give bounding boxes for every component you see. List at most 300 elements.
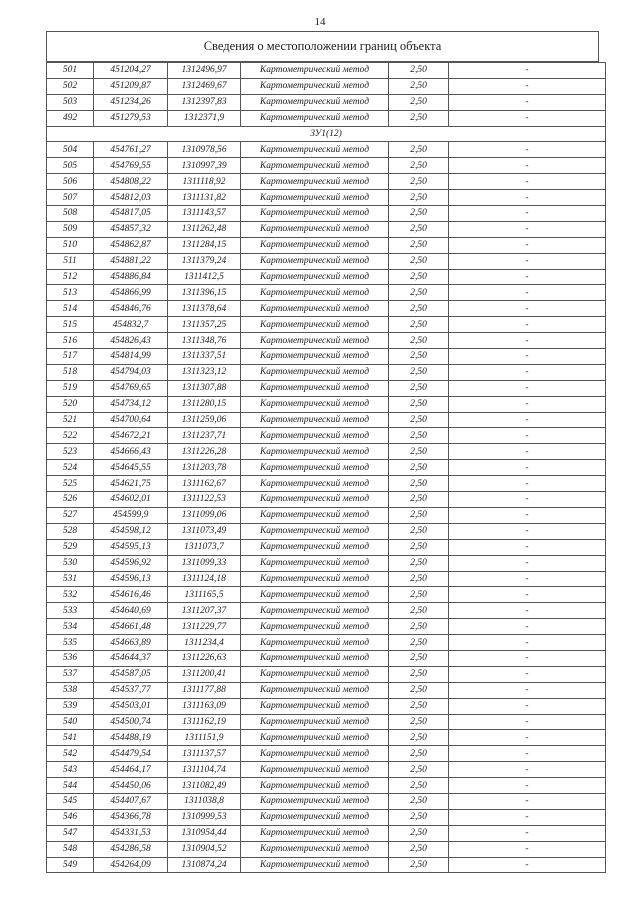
coord-y: 1311118,92 [168, 174, 241, 190]
table-row [47, 571, 606, 587]
accuracy-cell: 2,50 [389, 619, 449, 635]
method-cell: Картометрический метод [241, 492, 389, 508]
description-cell: - [449, 619, 606, 635]
table-title: Сведения о местоположении границ объекта [46, 31, 599, 62]
point-number: 523 [47, 444, 94, 460]
coord-y: 1310954,44 [168, 825, 241, 841]
accuracy-cell: 2,50 [389, 492, 449, 508]
table-row [47, 269, 606, 285]
coord-y: 1311280,15 [168, 396, 241, 412]
description-cell: - [449, 587, 606, 603]
method-cell: Картометрический метод [241, 460, 389, 476]
point-number: 531 [47, 571, 94, 587]
coord-x: 454814,99 [94, 349, 168, 365]
table-row [47, 619, 606, 635]
accuracy-cell: 2,50 [389, 333, 449, 349]
coord-y: 1311412,5 [168, 269, 241, 285]
description-cell: - [449, 857, 606, 873]
method-cell: Картометрический метод [241, 396, 389, 412]
coord-x: 454661,48 [94, 619, 168, 635]
point-number: 501 [47, 63, 94, 79]
method-cell: Картометрический метод [241, 158, 389, 174]
method-cell: Картометрический метод [241, 714, 389, 730]
table-row [47, 793, 606, 809]
table-row [47, 778, 606, 794]
table-row [47, 682, 606, 698]
point-number: 510 [47, 237, 94, 253]
method-cell: Картометрический метод [241, 412, 389, 428]
accuracy-cell: 2,50 [389, 380, 449, 396]
coord-y: 1311379,24 [168, 253, 241, 269]
method-cell: Картометрический метод [241, 762, 389, 778]
description-cell: - [449, 349, 606, 365]
accuracy-cell: 2,50 [389, 682, 449, 698]
table-row [47, 762, 606, 778]
point-number: 528 [47, 523, 94, 539]
accuracy-cell: 2,50 [389, 650, 449, 666]
description-cell: - [449, 603, 606, 619]
method-cell: Картометрический метод [241, 619, 389, 635]
coord-y: 1311104,74 [168, 762, 241, 778]
method-cell: Картометрический метод [241, 825, 389, 841]
table-row [47, 809, 606, 825]
coord-y: 1311237,71 [168, 428, 241, 444]
method-cell: Картометрический метод [241, 237, 389, 253]
accuracy-cell: 2,50 [389, 94, 449, 110]
coord-y: 1312496,97 [168, 63, 241, 79]
accuracy-cell: 2,50 [389, 809, 449, 825]
coord-x: 454644,37 [94, 650, 168, 666]
accuracy-cell: 2,50 [389, 349, 449, 365]
point-number: 534 [47, 619, 94, 635]
point-number: 514 [47, 301, 94, 317]
accuracy-cell: 2,50 [389, 476, 449, 492]
accuracy-cell: 2,50 [389, 285, 449, 301]
method-cell: Картометрический метод [241, 730, 389, 746]
method-cell: Картометрический метод [241, 190, 389, 206]
method-cell: Картометрический метод [241, 809, 389, 825]
method-cell: Картометрический метод [241, 110, 389, 126]
coord-x: 454500,74 [94, 714, 168, 730]
description-cell: - [449, 793, 606, 809]
table-row [47, 730, 606, 746]
method-cell: Картометрический метод [241, 269, 389, 285]
accuracy-cell: 2,50 [389, 793, 449, 809]
accuracy-cell: 2,50 [389, 253, 449, 269]
accuracy-cell: 2,50 [389, 142, 449, 158]
accuracy-cell: 2,50 [389, 63, 449, 79]
coord-y: 1311203,78 [168, 460, 241, 476]
point-number: 518 [47, 364, 94, 380]
section-group [47, 126, 606, 142]
accuracy-cell: 2,50 [389, 603, 449, 619]
method-cell: Картометрический метод [241, 301, 389, 317]
point-number: 542 [47, 746, 94, 762]
table-row [47, 523, 606, 539]
accuracy-cell: 2,50 [389, 317, 449, 333]
coord-x: 451209,87 [94, 78, 168, 94]
coord-x: 454587,05 [94, 666, 168, 682]
accuracy-cell: 2,50 [389, 78, 449, 94]
point-number: 529 [47, 539, 94, 555]
table-row [47, 364, 606, 380]
coord-x: 454598,12 [94, 523, 168, 539]
accuracy-cell: 2,50 [389, 714, 449, 730]
accuracy-cell: 2,50 [389, 269, 449, 285]
table-row [47, 746, 606, 762]
coord-x: 454794,03 [94, 364, 168, 380]
description-cell: - [449, 682, 606, 698]
coord-y: 1311207,37 [168, 603, 241, 619]
method-cell: Картометрический метод [241, 253, 389, 269]
coord-y: 1311259,06 [168, 412, 241, 428]
method-cell: Картометрический метод [241, 317, 389, 333]
accuracy-cell: 2,50 [389, 555, 449, 571]
point-number: 538 [47, 682, 94, 698]
point-number: 492 [47, 110, 94, 126]
description-cell: - [449, 158, 606, 174]
section-label: ЗУ1(12) [47, 126, 606, 142]
coord-y: 1312397,83 [168, 94, 241, 110]
coord-x: 454640,69 [94, 603, 168, 619]
description-cell: - [449, 221, 606, 237]
description-cell: - [449, 237, 606, 253]
coord-y: 1311038,8 [168, 793, 241, 809]
table-row [47, 63, 606, 79]
coord-x: 454331,53 [94, 825, 168, 841]
description-cell: - [449, 428, 606, 444]
point-number: 545 [47, 793, 94, 809]
point-number: 505 [47, 158, 94, 174]
coord-x: 454479,54 [94, 746, 168, 762]
coord-y: 1311396,15 [168, 285, 241, 301]
coord-y: 1311226,63 [168, 650, 241, 666]
coord-x: 454595,13 [94, 539, 168, 555]
coord-x: 451279,53 [94, 110, 168, 126]
description-cell: - [449, 190, 606, 206]
table-row [47, 476, 606, 492]
coord-x: 454596,13 [94, 571, 168, 587]
point-number: 507 [47, 190, 94, 206]
accuracy-cell: 2,50 [389, 206, 449, 222]
accuracy-cell: 2,50 [389, 778, 449, 794]
coord-x: 454666,43 [94, 444, 168, 460]
description-cell: - [449, 523, 606, 539]
point-number: 516 [47, 333, 94, 349]
table-row [47, 460, 606, 476]
method-cell: Картометрический метод [241, 507, 389, 523]
method-cell: Картометрический метод [241, 380, 389, 396]
coord-x: 454366,78 [94, 809, 168, 825]
coord-x: 454488,19 [94, 730, 168, 746]
coord-y: 1311131,82 [168, 190, 241, 206]
coord-x: 454881,22 [94, 253, 168, 269]
point-number: 547 [47, 825, 94, 841]
table-row [47, 666, 606, 682]
table-row [47, 301, 606, 317]
point-number: 515 [47, 317, 94, 333]
accuracy-cell: 2,50 [389, 507, 449, 523]
method-cell: Картометрический метод [241, 555, 389, 571]
coord-y: 1311073,49 [168, 523, 241, 539]
description-cell: - [449, 841, 606, 857]
point-number: 530 [47, 555, 94, 571]
table-row [47, 190, 606, 206]
coord-x: 454663,89 [94, 635, 168, 651]
page-number: 14 [314, 16, 326, 28]
coord-x: 454602,01 [94, 492, 168, 508]
method-cell: Картометрический метод [241, 666, 389, 682]
point-number: 546 [47, 809, 94, 825]
accuracy-cell: 2,50 [389, 762, 449, 778]
coord-x: 454761,27 [94, 142, 168, 158]
boundary-table-sheet [46, 31, 599, 873]
description-cell: - [449, 809, 606, 825]
description-cell: - [449, 730, 606, 746]
coord-x: 454450,06 [94, 778, 168, 794]
coord-y: 1310997,39 [168, 158, 241, 174]
table-row [47, 603, 606, 619]
method-cell: Картометрический метод [241, 364, 389, 380]
coord-y: 1311124,18 [168, 571, 241, 587]
coord-y: 1311151,9 [168, 730, 241, 746]
point-number: 540 [47, 714, 94, 730]
description-cell: - [449, 714, 606, 730]
table-row [47, 841, 606, 857]
method-cell: Картометрический метод [241, 793, 389, 809]
coord-y: 1311234,4 [168, 635, 241, 651]
description-cell: - [449, 78, 606, 94]
table-row [47, 539, 606, 555]
table-row [47, 412, 606, 428]
accuracy-cell: 2,50 [389, 364, 449, 380]
coord-x: 454886,84 [94, 269, 168, 285]
point-number: 548 [47, 841, 94, 857]
accuracy-cell: 2,50 [389, 158, 449, 174]
accuracy-cell: 2,50 [389, 301, 449, 317]
point-number: 517 [47, 349, 94, 365]
coord-y: 1311162,67 [168, 476, 241, 492]
point-number: 513 [47, 285, 94, 301]
method-cell: Картометрический метод [241, 206, 389, 222]
table-row [47, 317, 606, 333]
coord-x: 454537,77 [94, 682, 168, 698]
method-cell: Картометрический метод [241, 285, 389, 301]
accuracy-cell: 2,50 [389, 841, 449, 857]
description-cell: - [449, 412, 606, 428]
description-cell: - [449, 762, 606, 778]
coord-y: 1311073,7 [168, 539, 241, 555]
point-number: 506 [47, 174, 94, 190]
table-row [47, 206, 606, 222]
coord-y: 1311099,06 [168, 507, 241, 523]
description-cell: - [449, 285, 606, 301]
description-cell: - [449, 301, 606, 317]
table-row [47, 698, 606, 714]
method-cell: Картометрический метод [241, 682, 389, 698]
method-cell: Картометрический метод [241, 841, 389, 857]
table-row [47, 587, 606, 603]
coord-y: 1311122,53 [168, 492, 241, 508]
point-number: 533 [47, 603, 94, 619]
description-cell: - [449, 269, 606, 285]
coord-x: 454264,09 [94, 857, 168, 873]
description-cell: - [449, 317, 606, 333]
method-cell: Картометрический метод [241, 174, 389, 190]
coord-x: 451234,26 [94, 94, 168, 110]
table-row [47, 174, 606, 190]
coord-y: 1310904,52 [168, 841, 241, 857]
coord-x: 454621,75 [94, 476, 168, 492]
coord-y: 1310978,56 [168, 142, 241, 158]
coord-x: 451204,27 [94, 63, 168, 79]
coord-y: 1311165,5 [168, 587, 241, 603]
point-number: 509 [47, 221, 94, 237]
description-cell: - [449, 110, 606, 126]
coordinates-table [46, 62, 606, 873]
table-row [47, 492, 606, 508]
coord-x: 454817,05 [94, 206, 168, 222]
description-cell: - [449, 206, 606, 222]
description-cell: - [449, 460, 606, 476]
point-number: 521 [47, 412, 94, 428]
accuracy-cell: 2,50 [389, 635, 449, 651]
coord-x: 454846,76 [94, 301, 168, 317]
accuracy-cell: 2,50 [389, 221, 449, 237]
method-cell: Картометрический метод [241, 78, 389, 94]
description-cell: - [449, 94, 606, 110]
coord-x: 454769,55 [94, 158, 168, 174]
description-cell: - [449, 492, 606, 508]
description-cell: - [449, 571, 606, 587]
accuracy-cell: 2,50 [389, 857, 449, 873]
table-row [47, 507, 606, 523]
coord-y: 1312469,67 [168, 78, 241, 94]
accuracy-cell: 2,50 [389, 825, 449, 841]
table-row [47, 650, 606, 666]
coord-x: 454857,32 [94, 221, 168, 237]
coord-y: 1311262,48 [168, 221, 241, 237]
coord-y: 1311163,09 [168, 698, 241, 714]
description-cell: - [449, 253, 606, 269]
coord-x: 454645,55 [94, 460, 168, 476]
coord-x: 454599,9 [94, 507, 168, 523]
description-cell: - [449, 539, 606, 555]
method-cell: Картометрический метод [241, 428, 389, 444]
accuracy-cell: 2,50 [389, 571, 449, 587]
method-cell: Картометрический метод [241, 333, 389, 349]
point-number: 536 [47, 650, 94, 666]
description-cell: - [449, 396, 606, 412]
description-cell: - [449, 333, 606, 349]
description-cell: - [449, 507, 606, 523]
point-number: 522 [47, 428, 94, 444]
accuracy-cell: 2,50 [389, 587, 449, 603]
table-row [47, 285, 606, 301]
accuracy-cell: 2,50 [389, 412, 449, 428]
coord-x: 454769,65 [94, 380, 168, 396]
point-number: 520 [47, 396, 94, 412]
table-row [47, 714, 606, 730]
coord-y: 1311337,51 [168, 349, 241, 365]
method-cell: Картометрический метод [241, 650, 389, 666]
point-number: 512 [47, 269, 94, 285]
point-number: 543 [47, 762, 94, 778]
point-number: 526 [47, 492, 94, 508]
coord-y: 1311200,41 [168, 666, 241, 682]
accuracy-cell: 2,50 [389, 539, 449, 555]
method-cell: Картометрический метод [241, 142, 389, 158]
accuracy-cell: 2,50 [389, 190, 449, 206]
coord-x: 454616,46 [94, 587, 168, 603]
accuracy-cell: 2,50 [389, 174, 449, 190]
coord-y: 1311229,77 [168, 619, 241, 635]
method-cell: Картометрический метод [241, 857, 389, 873]
coord-x: 454826,43 [94, 333, 168, 349]
point-number: 524 [47, 460, 94, 476]
coord-y: 1311099,33 [168, 555, 241, 571]
coord-y: 1310999,53 [168, 809, 241, 825]
rows-group-b [47, 142, 606, 873]
table-row [47, 142, 606, 158]
table-row [47, 78, 606, 94]
section-row [47, 126, 606, 142]
table-row [47, 253, 606, 269]
description-cell: - [449, 380, 606, 396]
method-cell: Картометрический метод [241, 778, 389, 794]
point-number: 508 [47, 206, 94, 222]
accuracy-cell: 2,50 [389, 444, 449, 460]
description-cell: - [449, 746, 606, 762]
coord-x: 454832,7 [94, 317, 168, 333]
point-number: 535 [47, 635, 94, 651]
accuracy-cell: 2,50 [389, 730, 449, 746]
accuracy-cell: 2,50 [389, 237, 449, 253]
description-cell: - [449, 778, 606, 794]
table-row [47, 158, 606, 174]
table-row [47, 857, 606, 873]
method-cell: Картометрический метод [241, 539, 389, 555]
method-cell: Картометрический метод [241, 221, 389, 237]
coord-y: 1311162,19 [168, 714, 241, 730]
coord-x: 454700,64 [94, 412, 168, 428]
coord-x: 454862,87 [94, 237, 168, 253]
coord-x: 454503,01 [94, 698, 168, 714]
description-cell: - [449, 555, 606, 571]
description-cell: - [449, 666, 606, 682]
point-number: 532 [47, 587, 94, 603]
description-cell: - [449, 174, 606, 190]
rows-group-a [47, 63, 606, 127]
table-row [47, 221, 606, 237]
accuracy-cell: 2,50 [389, 666, 449, 682]
point-number: 525 [47, 476, 94, 492]
method-cell: Картометрический метод [241, 476, 389, 492]
accuracy-cell: 2,50 [389, 396, 449, 412]
description-cell: - [449, 142, 606, 158]
accuracy-cell: 2,50 [389, 523, 449, 539]
table-row [47, 825, 606, 841]
method-cell: Картометрический метод [241, 523, 389, 539]
accuracy-cell: 2,50 [389, 428, 449, 444]
coord-y: 1311357,25 [168, 317, 241, 333]
accuracy-cell: 2,50 [389, 110, 449, 126]
method-cell: Картометрический метод [241, 444, 389, 460]
method-cell: Картометрический метод [241, 635, 389, 651]
table-row [47, 444, 606, 460]
table-row [47, 555, 606, 571]
description-cell: - [449, 444, 606, 460]
